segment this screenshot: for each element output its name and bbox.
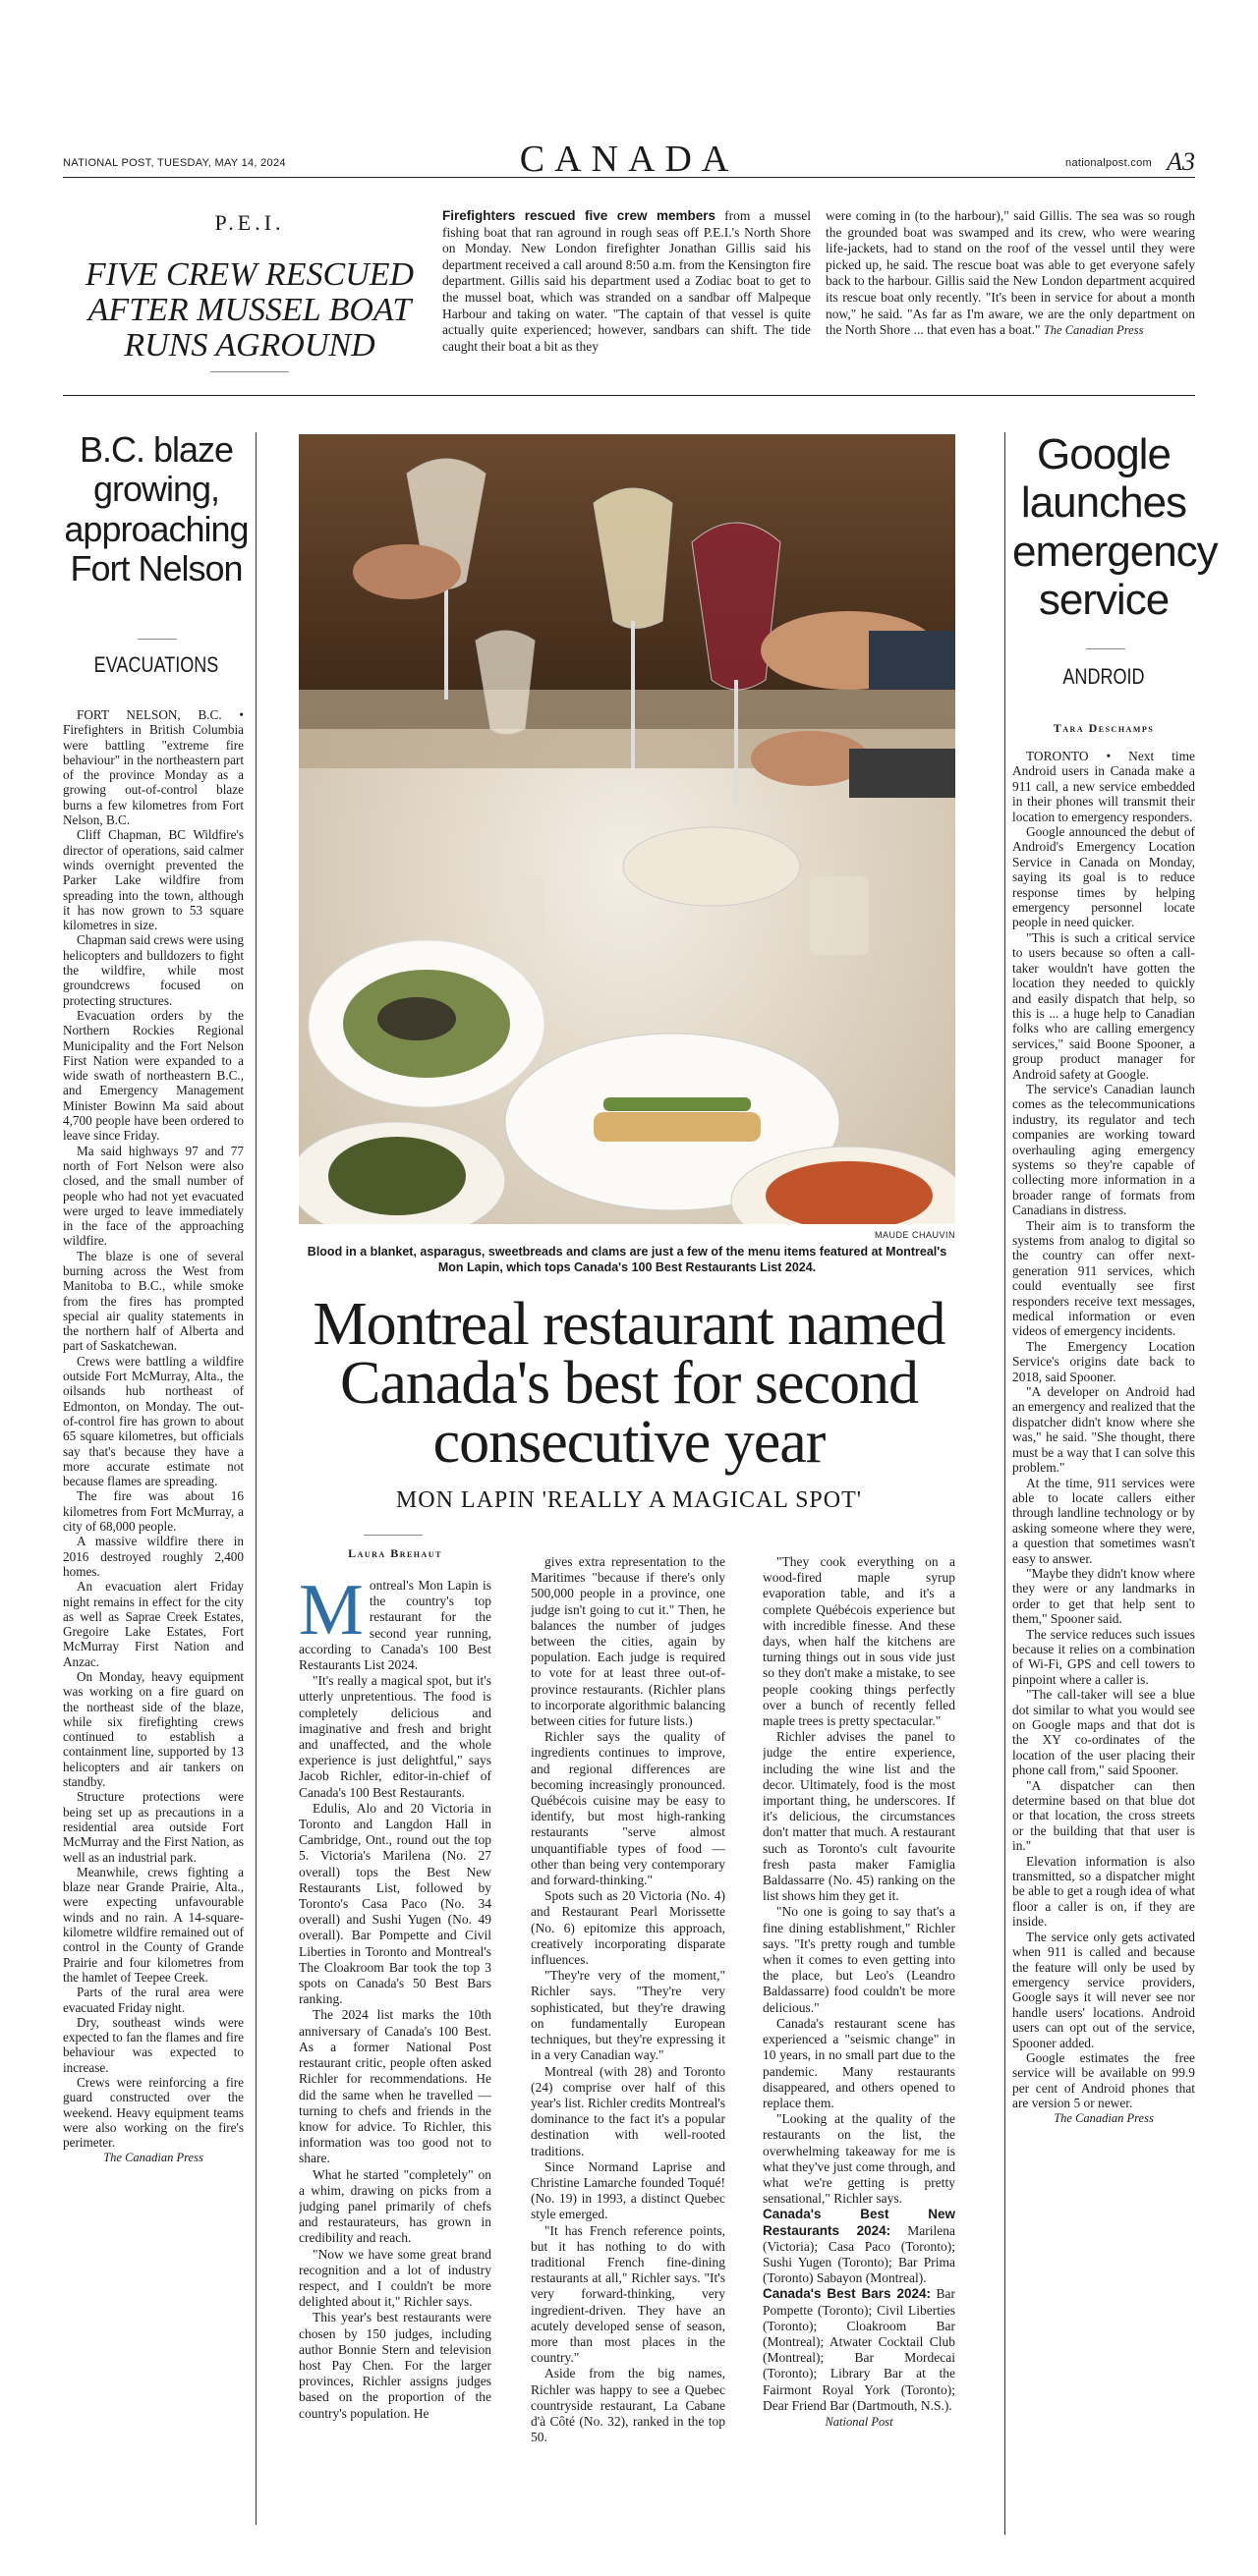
- pei-column-2: [826, 208, 1195, 387]
- edition-date: NATIONAL POST, TUESDAY, MAY 14, 2024: [63, 157, 286, 169]
- bc-article-body: [63, 707, 244, 2574]
- bc-credit: The Canadian Press: [103, 2150, 203, 2164]
- section-title: CANADA: [519, 139, 739, 180]
- paragraph: "A developer on Android had an emergency and realized that the dispatcher didn't know where she was," he said. "She thought, there must be a way that I can solve this problem.": [1012, 1384, 1195, 1476]
- paragraph: Their aim is to transform the systems from analog to digital so the country can offer next-generation 911 services, which could eventually see first responders receive text messages, medical information or even videos of emergency incidents.: [1012, 1217, 1195, 1339]
- paragraph: Google estimates the free service will be available on 99.9 per cent of Android phones that are version 5 or newer.: [1012, 2049, 1195, 2111]
- google-byline: Tara Deschamps: [1053, 721, 1155, 735]
- paragraph: Since Normand Laprise and Christine Lamarche founded Toqué! (No. 19) in 1993, a distinct Quebec style emerged.: [531, 2158, 725, 2222]
- paragraph: TORONTO • Next time Android users in Canada make a 911 call, a new service embedded in their phones will transmit their location to emergency responders.: [1012, 749, 1195, 824]
- paragraph: The service only gets activated when 911 is called and because the feature will only be used by emergency service providers, Google says it will never see nor handle users' locations. Android users can opt out of the service, Spooner added.: [1012, 1929, 1195, 2050]
- photo-wine-glasses-icon: [299, 434, 955, 1224]
- main-byline: Laura Brehaut: [348, 1546, 442, 1560]
- main-column-2: [531, 1554, 725, 2550]
- pei-headline: FIVE CREW RESCUED AFTER MUSSEL BOAT RUNS AGROUND: [85, 256, 415, 364]
- main-column-1: [299, 1578, 491, 2550]
- main-column-3: [763, 1554, 955, 2550]
- paragraph: Elevation information is also transmitted, so a dispatcher might be able to get a rough idea of what floor a caller is on, if they are inside.: [1012, 1853, 1195, 1930]
- pei-body-2: were coming in (to the harbour)," said Gillis. The sea was so rough the grounded boat was swamped and its crew, who were wearing life-jackets, had to stand on the roof of the vessel until they were picked up, he said. The rescue boat was able to get everyone safely back to the harbour. Gillis said the New London department acquired its rescue boat only recently. "It's been in service for about a month now," he said. "As far as I'm aware, we are the only department on the North Shore ... that even has a boat.": [826, 208, 1195, 338]
- paragraph: Crews were battling a wildfire outside Fort McMurray, Alta., the oilsands hub northeast of Edmonton, on Monday. The out-of-control fire has grown to about 65 square kilometres, but officials say that's because they have a more accurate estimate not because flames are spreading.: [63, 1353, 244, 1489]
- google-credit: The Canadian Press: [1054, 2110, 1154, 2125]
- paragraph: The service reduces such issues because it relies on a combination of Wi-Fi, GPS and cell towers to pinpoint where a caller is.: [1012, 1626, 1195, 1687]
- paragraph: A massive wildfire there in 2016 destroyed roughly 2,400 homes.: [63, 1534, 244, 1579]
- paragraph: Structure protections were being set up as precautions in a residential area outside Fort McMurray and the First Nation, as well as an industrial park.: [63, 1789, 244, 1865]
- best-new-list: Marilena (Victoria); Casa Paco (Toronto); Sushi Yugen (Toronto); Bar Prima (Toronto) Sabayon (Montreal).: [763, 2222, 955, 2286]
- paragraph: Ma said highways 97 and 77 north of Fort Nelson were also closed, and the small number of people who had not yet evacuated were urged to leave immediately in the face of the approaching wildfire.: [63, 1143, 244, 1249]
- paragraph: On Monday, heavy equipment was working on a fire guard on the northeast side of the blaze, while six firefighting crews continued to establish a containment line, supported by 13 helicopters and air tankers on standby.: [63, 1669, 244, 1790]
- paragraph: "Maybe they didn't know where they were or any landmarks in order to get that help sent to them," Spooner said.: [1012, 1565, 1195, 1627]
- right-column-rule: [1004, 432, 1005, 2535]
- paragraph: At the time, 911 services were able to locate callers either through landline technology or by asking someone where they were, a question that sometimes wasn't easy to answer.: [1012, 1475, 1195, 1566]
- paragraph: Google announced the debut of Android's Emergency Location Service in Canada on Monday, saying its goal is to reduce response times by helping emergency personnel locate people in need quicker.: [1012, 824, 1195, 930]
- paragraph: Montreal (with 28) and Toronto (24) comprise over half of this year's list. Richler credits Montreal's dominance to the fact it's a popular destination with well-rooted traditions.: [531, 2063, 725, 2158]
- paragraph: "It's really a magical spot, but it's utterly unpretentious. The food is completely delicious and imaginative and fresh and bright and unaffected, and the whole experience is just delightful," says Jacob Richler, editor-in-chief of Canada's 100 Best Restaurants.: [299, 1673, 491, 1800]
- paragraph: This year's best restaurants were chosen by 150 judges, including author Bonnie Stern and television host Pay Chen. For the larger provinces, Richler assigns judges based on the proportion of the country's population. He: [299, 2310, 491, 2421]
- pei-divider: [210, 371, 289, 372]
- main-deck: MON LAPIN 'REALLY A MAGICAL SPOT': [395, 1487, 863, 1513]
- drop-cap: M: [299, 1578, 364, 1651]
- pei-body-1: from a mussel fishing boat that ran aground in rough seas off P.E.I.'s North Shore on Monday. New London firefighter Jonathan Gillis said his department received a call around 8:50 a.m. from the Kensington fire department. Gillis said his department used a Zodiac boat to get to the mussel boat, which was stranded on a sandbar off Malpeque Harbour and taking on water. "The captain of that vessel is quite actually quite experienced; however, sandbars can shift. The tide caught their boat a bit as they: [442, 208, 811, 354]
- paragraph: Richler advises the panel to judge the entire experience, including the wine list and the decor. Ultimately, food is the most important thing, he underscores. If it's delicious, the circumstances don't matter that much. A restaurant such as Toronto's cult favourite fresh pasta maker Famiglia Baldassarre (No. 45) ranking on the list shows him they get it.: [763, 1729, 955, 1904]
- paragraph: The Emergency Location Service's origins date back to 2018, said Spooner.: [1012, 1338, 1195, 1384]
- paragraph: The fire was about 16 kilometres from Fort McMurray, a city of 68,000 people.: [63, 1488, 244, 1535]
- main-credit: National Post: [825, 2414, 893, 2429]
- photo-credit: MAUDE CHAUVIN: [874, 1230, 955, 1240]
- paragraph: Spots such as 20 Victoria (No. 4) and Restaurant Pearl Morissette (No. 6) epitomize this approach, creatively incorporating disparate influences.: [531, 1888, 725, 1968]
- paragraph: gives extra representation to the Maritimes "because if there's only 500,000 people in a province, one judge isn't going to cut it." Then, he balances the number of judges between the cities, again by population. Each judge is required to vote for at least three out-of-province restaurants. (Richler plans to incorporate algorithmic balancing between cities for future lists.): [531, 1554, 725, 1729]
- main-headline: Montreal restaurant named Canada's best for second consecutive year: [313, 1291, 945, 1476]
- paragraph: Aside from the big names, Richler was happy to see a Quebec countryside restaurant, La Cabane d'à Côté (No. 32), ranked in the top 50.: [531, 2366, 725, 2445]
- paragraph: Richler says the quality of ingredients continues to improve, and regional differences are becoming increasingly pronounced. Québécois cuisine may be easy to identify, but most high-ranking restaurants "serve almost unquantifiable types of food — other than being very contemporary and forward-thinking.": [531, 1729, 725, 1888]
- page-number: A3: [1167, 147, 1195, 176]
- paragraph: The blaze is one of several burning across the West from Manitoba to B.C., while smoke from the fires has prompted special air quality statements in the northern half of Alberta and part of Saskatchewan.: [63, 1248, 244, 1354]
- masthead-rule: [63, 177, 1195, 178]
- google-kicker: ANDROID: [1062, 664, 1145, 689]
- paragraph: Cliff Chapman, BC Wildfire's director of operations, said calmer winds overnight prevented the Parker Lake wildfire from spreading into the town, although it has now grown to 53 square kilometres in size.: [63, 827, 244, 933]
- best-bars-heading: Canada's Best Bars 2024:: [763, 2286, 931, 2302]
- google-headline: Google launches emergency service: [1012, 430, 1218, 624]
- byline-rule: [364, 1535, 423, 1536]
- paragraph: "They're very of the moment," Richler says. "They're very sophisticated, but they're drawing on fundamentally European techniques, but they're expressing it in a very Canadian way.": [531, 1968, 725, 2063]
- paragraph: Crews were reinforcing a fire guard constructed over the weekend. Heavy equipment teams were also working on the fire's perimeter.: [63, 2075, 244, 2151]
- paragraph: Parts of the rural area were evacuated Friday night.: [63, 1985, 244, 2015]
- left-column-rule: [256, 432, 257, 2525]
- paragraph: "They cook everything on a wood-fired maple syrup evaporation table, and it's a complete Québécois experience but with incredible finesse. And these days, when half the kitchens are turning things out in sous vide just so they don't make a mistake, to see people cooking things perfectly over a bunch of recently felled maple trees is pretty spectacular.": [763, 1554, 955, 1729]
- paragraph: "This is such a critical service to users because so often a call-taker wouldn't have gotten the location they needed to quickly and easily dispatch that help, so this is ... a huge help to Canadian folks who are calling emergency services," said Boone Spooner, a group product manager for Android safety at Google.: [1012, 929, 1195, 1082]
- bc-headline: B.C. blaze growing, approaching Fort Nelson: [64, 429, 249, 588]
- pei-lead: Firefighters rescued five crew members: [442, 208, 715, 223]
- website[interactable]: nationalpost.com: [1065, 157, 1152, 169]
- bc-kicker: EVACUATIONS: [93, 652, 219, 677]
- paragraph: "No one is going to say that's a fine dining establishment," Richler says. "It's pretty rough and tumble when it comes to even getting into the place, but Leo's (Leandro Baldassarre) food couldn't be more delicious.": [763, 1904, 955, 2015]
- paragraph: Canada's restaurant scene has experienced a "seismic change" in 10 years, in no small part due to the pandemic. Many restaurants disappeared, and others opened to replace them.: [763, 2015, 955, 2110]
- paragraph: Edulis, Alo and 20 Victoria in Toronto and Langdon Hall in Cambridge, Ont., round out the top 5. Victoria's Marilena (No. 27 overall) tops the Best New Restaurants List, followed by Toronto's Casa Paco (No. 34 overall) and Sushi Yugen (No. 49 overall). Bar Pompette and Civil Liberties in Toronto and Montreal's The Cloakroom Bar took the top 3 spots on Canada's 50 Best Bars ranking.: [299, 1800, 491, 2007]
- best-bars-list: Bar Pompette (Toronto); Civil Liberties (Toronto); Cloakroom Bar (Montreal); Atwater Cocktail Club (Montreal); Bar Mordecai (Toronto); Library Bar at the Fairmont Royal York (Toronto); Dear Friend Bar (Dartmouth, N.S.).: [763, 2286, 955, 2413]
- paragraph: "Looking at the quality of the restaurants on the list, the overwhelming takeaway for me is what they've just come through, and what we're getting is pretty sensational," Richler says.: [763, 2111, 955, 2207]
- paragraph: Chapman said crews were using helicopters and bulldozers to fight the wildfire, while most groundcrews focused on protecting structures.: [63, 932, 244, 1008]
- restaurant-photo: [299, 434, 955, 1224]
- photo-caption: Blood in a blanket, asparagus, sweetbreads and clams are just a few of the menu items featured at Montreal's Mon Lapin, which tops Canada's 100 Best Restaurants List 2024.: [307, 1245, 947, 1274]
- bc-divider: [138, 639, 177, 640]
- paragraph: Meanwhile, crews fighting a blaze near Grande Prairie, Alta., were expecting unfavourable winds and no rain. A 14-square-kilometre wildfire remained out of control in the County of Grande Prairie and four kilometres from the hamlet of Teepee Creek.: [63, 1864, 244, 1985]
- paragraph: "It has French reference points, but it has nothing to do with traditional French fine-dining restaurants at all," Richler says. "It's very forward-thinking, very ingredient-driven. They have an acutely developed sense of season, more than most places in the country.": [531, 2222, 725, 2366]
- paragraph: "Now we have some great brand recognition and a lot of industry respect, and I couldn't be more delighted about it," Richler says.: [299, 2246, 491, 2310]
- paragraph: Evacuation orders by the Northern Rockies Regional Municipality and the Fort Nelson First Nation were expanded to a wide swath of northeastern B.C., and Emergency Management Minister Bowinn Ma said about 4,700 people have been ordered to leave since Friday.: [63, 1007, 244, 1144]
- paragraph: The 2024 list marks the 10th anniversary of Canada's 100 Best. As a former National Post restaurant critic, people often asked Richler for recommendations. He did the same when he travelled — turning to chefs and friends in the know for advice. To Richler, this information was too good not to share.: [299, 2007, 491, 2166]
- paragraph: The service's Canadian launch comes as the telecommunications industry, its regulator and tech companies are working toward overhauling aging emergency systems so they're capable of collecting more information in a broader range of formats from Canadians in distress.: [1012, 1081, 1195, 1218]
- google-divider: [1086, 648, 1125, 649]
- paragraph: FORT NELSON, B.C. • Firefighters in British Columbia were battling "extreme fire behaviour" in the northeastern part of the province Monday as a growing out-of-control blaze burns a few kilometres from Fort Nelson, B.C.: [63, 707, 244, 828]
- paragraph: Dry, southeast winds were expected to fan the flames and fire behaviour was expected to increase.: [63, 2014, 244, 2075]
- paragraph: "A dispatcher can then determine based on that blue dot or that location, the cross streets or the building that that user is in.": [1012, 1777, 1195, 1854]
- pei-kicker: P.E.I.: [214, 210, 285, 235]
- paragraph: What he started "completely" on a whim, drawing on picks from a judging panel primarily of chefs and restaurateurs, has grown in credibility and reach.: [299, 2166, 491, 2246]
- best-new-heading: Canada's Best New Restaurants 2024:: [763, 2207, 955, 2238]
- pei-bottom-rule: [63, 395, 1195, 396]
- paragraph: An evacuation alert Friday night remains in effect for the city as well as Saprae Creek Estates, Gregoire Lake Estates, Fort McMurray First Nation and Anzac.: [63, 1579, 244, 1669]
- paragraph: "The call-taker will see a blue dot similar to what you would see on Google maps and that dot is the XY co-ordinates of the location of the user placing their phone call from," said Spooner.: [1012, 1687, 1195, 1778]
- paragraph: ontreal's Mon Lapin is the country's top restaurant for the second year running, according to Canada's 100 Best Restaurants List 2024.: [299, 1578, 491, 1673]
- google-article-body: [1012, 749, 1195, 2547]
- pei-column-1: [442, 208, 811, 387]
- pei-credit: The Canadian Press: [1043, 323, 1144, 338]
